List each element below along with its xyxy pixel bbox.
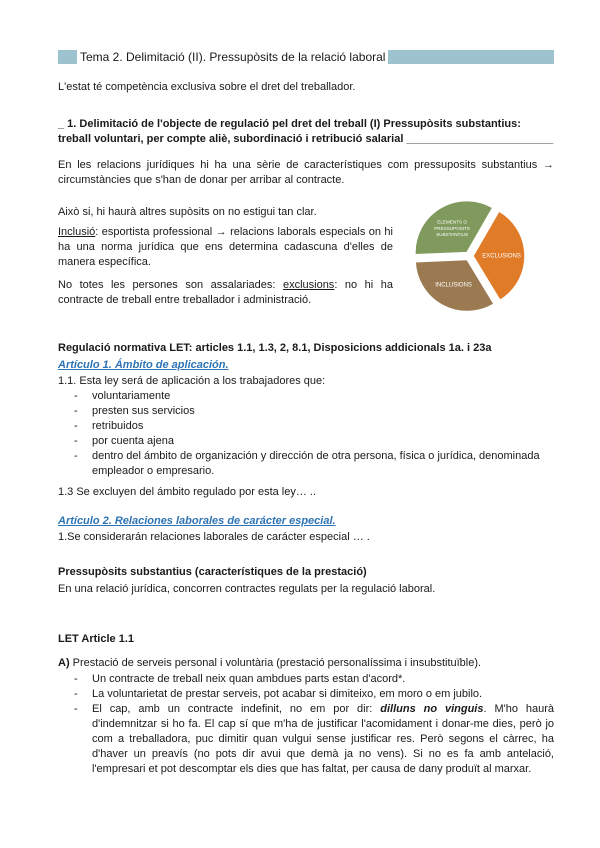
let11-heading: LET Article 1.1 [58,633,135,645]
title-bar-left-accent [58,50,77,64]
article1-3-text: 1.3 Se excluyen del ámbito regulado por esta ley… .. [58,486,317,498]
pie-label-inclusions: INCLUSIONS [435,282,472,289]
topic-title-bar [58,49,554,65]
pressuposits-heading: Pressupòsits substantius (característiques de la prestació) [58,566,367,578]
let11-a-text: Prestació de serveis personal i voluntària (prestació personalíssima i insubstituïble). [69,657,482,669]
inclusio-text: : esportista professional → relacions laborals especials on hi ha una norma jurídica que ens determina cadascuna d'elles de manera específica. [58,226,393,268]
section1-paragraph-1: En les relacions jurídiques hi ha una sèrie de característiques com pressuposits substantius → circumstàncies que s'han de donar per arribar al contracte. [58,159,554,186]
list-item [58,702,554,777]
list-item: - por cuenta ajena [58,434,554,449]
list-item: - La voluntarietat de prestar serveis, pot acabar si dimiteixo, em moro o em jubilo. [58,687,554,702]
article2-text: 1.Se considerarán relaciones laborales de carácter especial … . [58,531,370,543]
article1-intro: 1.1. Esta ley será de aplicación a los trabajadores que: [58,375,326,387]
exclusions-pre: No totes les persones son assalariades: [58,279,283,291]
section1-heading-underline: ________________________ [406,133,554,145]
pie-slices [415,201,525,312]
section1-heading-line2 [58,132,554,147]
list-item: - dentro del ámbito de organización y dirección de otra persona, física o jurídica, denominada empleador o empresario. [58,449,554,479]
exclusions-term: exclusions [282,279,335,291]
article1-list [58,389,554,479]
item3-emphasis: dilluns no vinguis [380,703,484,715]
inclusio-paragraph [58,225,393,270]
section1-heading-text: treball voluntari, per compte aliè, subordinació i retribució salarial [58,133,404,145]
item3-pre: El cap, amb un contracte indefinit, no em por dir: [92,703,381,715]
let11-list [58,672,554,777]
article2-title-link[interactable]: Artículo 2. Relaciones laborales de carácter especial. [58,515,336,527]
list-item: - presten sus servicios [58,404,554,419]
let11-a-paragraph [58,656,554,671]
list-item: - retribuidos [58,419,554,434]
title-bar-right-accent [388,50,554,64]
list-item: - voluntariamente [58,389,554,404]
pie-label-exclusions: EXCLUSIONS [482,253,521,260]
regulacio-heading: Regulació normativa LET: articles 1.1, 1.3, 2, 8.1, Disposicions addicionals 1a. i 23a [58,342,492,354]
list-item: - Un contracte de treball neix quan ambdues parts estan d'acord*. [58,672,554,687]
section1-heading-line1: _ 1. Delimitació de l'objecte de regulació pel dret del treball (I) Pressupòsits substantius: [58,118,521,130]
exclusions-paragraph [58,278,393,308]
intro-paragraph: L'estat té competència exclusiva sobre el dret del treballador. [58,81,356,93]
exclusions-text: : no hi ha contracte de treball entre treballador i administració. [58,279,393,306]
page-title: Tema 2. Delimitació (II). Pressupòsits de la relació laboral [80,49,386,64]
pressuposits-text: En una relació jurídica, concorren contractes regulats per la regulació laboral. [58,583,436,595]
article1-title-link[interactable]: Artículo 1. Ámbito de aplicación. [58,359,229,371]
item3-post: . M'ho haurà d'indemnitzar si ho fa. El cap sí que m'ha de justificar l'acomidament i donar-me dies, però jo com a treballadora, puc dimitir quan vulgui sense justificar res. Però segons el càrrec, ha d'haver un preavís (no pots dir avui que demà ja no vens). Si no es fa amb antelació, l'empresari et pot descomptar els dies que has faltat, per causa de dany produït al marxar. [92,703,554,775]
pie-diagram [398,196,540,316]
pie-label-elements: ELEMENTS O PRESSUPOSITS SUBSTANTIUS [434,219,470,238]
inclusio-term: Inclusió [58,226,96,238]
section1-paragraph-2: Això si, hi haurà altres supòsits on no estigui tan clar. [58,206,317,218]
let11-a-label: A) [58,657,70,669]
